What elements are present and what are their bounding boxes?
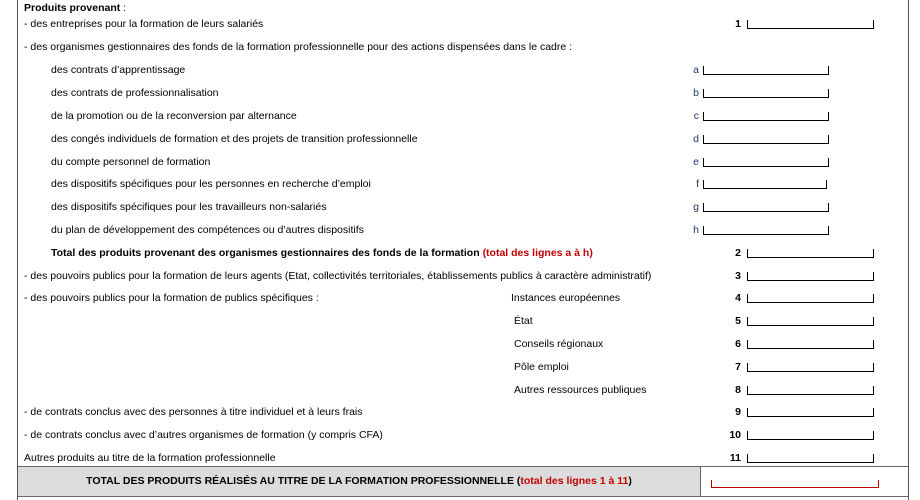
line-letter: c <box>693 110 699 122</box>
form-row <box>18 220 908 243</box>
amount-field[interactable] <box>703 89 829 98</box>
line-number: 8 <box>735 384 741 396</box>
subtotal-note: (total des lignes a à h) <box>482 247 593 259</box>
grand-total-field[interactable] <box>711 480 879 488</box>
line-number: 6 <box>735 338 741 350</box>
line-number: 2 <box>735 247 741 259</box>
sub-label: Pôle emploi <box>514 361 569 373</box>
sub-label: Instances européennes <box>511 292 621 304</box>
form-row <box>18 129 908 152</box>
grand-total-note: total des lignes 1 à 11 <box>520 475 629 487</box>
form-row <box>18 174 908 197</box>
line-letter: a <box>693 64 699 76</box>
row-label: Total des produits provenant des organismes gestionnaires des fonds de la formation (total des lignes a à h) <box>51 247 593 259</box>
form-row <box>18 402 908 425</box>
row-label: - des entreprises pour la formation de leurs salariés <box>24 18 264 30</box>
row-label: des contrats de professionnalisation <box>51 87 219 99</box>
amount-field[interactable] <box>747 20 874 29</box>
line-letter: d <box>693 133 699 145</box>
line-letter: e <box>693 156 699 168</box>
row-label: de la promotion ou de la reconversion par alternance <box>51 110 297 122</box>
row-label: des congés individuels de formation et des projets de transition professionnelle <box>51 133 418 145</box>
amount-field[interactable] <box>747 431 874 440</box>
form-row <box>18 83 908 106</box>
line-number: 3 <box>735 270 741 282</box>
form-row <box>18 380 908 403</box>
form-section <box>17 0 909 500</box>
line-letter: f <box>696 178 699 190</box>
line-number: 1 <box>735 18 741 30</box>
form-row <box>18 106 908 129</box>
amount-field[interactable] <box>703 112 829 121</box>
row-label: du plan de développement des compétences ou d’autres dispositifs <box>51 224 364 236</box>
amount-field[interactable] <box>703 180 827 189</box>
form-row <box>18 152 908 175</box>
form-row <box>18 37 908 60</box>
amount-field[interactable] <box>703 158 829 167</box>
form-row <box>18 14 908 37</box>
amount-field[interactable] <box>703 226 829 235</box>
grand-total-row <box>18 466 908 497</box>
amount-field[interactable] <box>747 317 874 326</box>
row-label: du compte personnel de formation <box>51 156 211 168</box>
line-number: 7 <box>735 361 741 373</box>
form-row <box>18 311 908 334</box>
form-row <box>18 288 908 311</box>
line-letter: h <box>693 224 699 236</box>
row-label: - de contrats conclus avec des personnes à titre individuel et à leurs frais <box>24 406 363 418</box>
line-number: 10 <box>729 429 741 441</box>
sub-label: Autres ressources publiques <box>514 384 647 396</box>
row-label: des contrats d’apprentissage <box>51 64 186 76</box>
amount-field[interactable] <box>703 203 829 212</box>
line-number: 9 <box>735 406 741 418</box>
amount-field[interactable] <box>747 272 874 281</box>
row-label: des dispositifs spécifiques pour les personnes en recherche d’emploi <box>51 178 371 190</box>
form-row <box>18 60 908 83</box>
row-label: - de contrats conclus avec d’autres organismes de formation (y compris CFA) <box>24 429 383 441</box>
row-label: des dispositifs spécifiques pour les travailleurs non-salariés <box>51 201 327 213</box>
form-row <box>18 334 908 357</box>
amount-field[interactable] <box>747 340 874 349</box>
amount-field[interactable] <box>747 363 874 372</box>
sub-label: État <box>514 315 533 327</box>
amount-field[interactable] <box>747 408 874 417</box>
line-letter: b <box>693 87 699 99</box>
amount-field[interactable] <box>747 386 874 395</box>
subtotal-row <box>18 243 908 266</box>
form-row <box>18 425 908 448</box>
form-row <box>18 197 908 220</box>
line-number: 11 <box>729 452 741 464</box>
row-label: Autres produits au titre de la formation professionnelle <box>24 452 276 464</box>
line-letter: g <box>693 201 699 213</box>
amount-field[interactable] <box>747 249 874 258</box>
form-row <box>18 266 908 289</box>
row-label: - des pouvoirs publics pour la formation de publics spécifiques : <box>24 292 319 304</box>
row-label: - des pouvoirs publics pour la formation de leurs agents (Etat, collectivités territoriales, établissements publics à caractère administratif) <box>24 270 652 282</box>
amount-field[interactable] <box>747 294 874 303</box>
form-row <box>18 357 908 380</box>
amount-field[interactable] <box>703 135 829 144</box>
row-label: - des organismes gestionnaires des fonds de la formation professionnelle pour des actions dispensées dans le cadre : <box>24 41 573 53</box>
section-title: Produits provenant : <box>24 2 127 14</box>
line-number: 5 <box>735 315 741 327</box>
amount-field[interactable] <box>747 454 874 463</box>
line-number: 4 <box>735 292 741 304</box>
amount-field[interactable] <box>703 66 829 75</box>
grand-total-label: TOTAL DES PRODUITS RÉALISÉS AU TITRE DE LA FORMATION PROFESSIONNELLE (total des lignes 1 à 11) <box>18 467 701 496</box>
sub-label: Conseils régionaux <box>514 338 604 350</box>
